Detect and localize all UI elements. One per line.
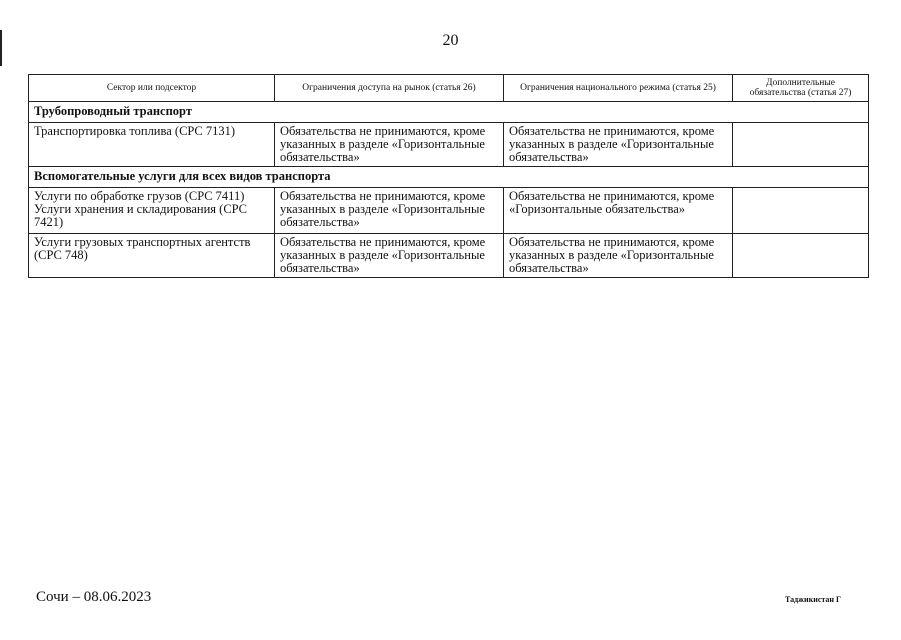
national-treatment-cell: Обязательства не принимаются, кроме указанных в разделе «Горизонтальные обязательства» — [504, 123, 733, 167]
footer-place-date: Сочи – 08.06.2023 — [36, 589, 152, 605]
additional-cell — [733, 123, 869, 167]
sector-cell — [29, 123, 275, 167]
section-row — [29, 167, 869, 188]
sector-cell — [29, 188, 275, 234]
national-treatment-cell: Обязательства не принимаются, кроме указанных в разделе «Горизонтальные обязательства» — [504, 234, 733, 278]
table-row — [29, 234, 869, 278]
header-sector: Сектор или подсектор — [29, 75, 275, 102]
section-row — [29, 102, 869, 123]
sector-line: Услуги хранения и складирования (CPC 7421) — [34, 202, 247, 229]
table-header-row — [29, 75, 869, 102]
table-row — [29, 188, 869, 234]
sector-cell — [29, 234, 275, 278]
sector-line: Услуги по обработке грузов (CPC 7411) — [34, 189, 245, 203]
commitments-table — [28, 74, 869, 278]
footer-country: Таджикистан Г — [785, 595, 842, 604]
market-access-cell: Обязательства не принимаются, кроме указанных в разделе «Горизонтальные обязательства» — [275, 188, 504, 234]
section-title: Трубопроводный транспорт — [29, 102, 869, 123]
page-number: 20 — [442, 32, 459, 49]
header-additional: Дополнительные обязательства (статья 27) — [733, 75, 869, 102]
additional-cell — [733, 188, 869, 234]
sector-line: Транспортировка топлива (CPC 7131) — [34, 124, 235, 138]
header-national-treatment: Ограничения национального режима (статья 25) — [504, 75, 733, 102]
table-row — [29, 123, 869, 167]
national-treatment-cell: Обязательства не принимаются, кроме «Горизонтальные обязательства» — [504, 188, 733, 234]
section-title: Вспомогательные услуги для всех видов транспорта — [29, 167, 869, 188]
header-market-access: Ограничения доступа на рынок (статья 26) — [275, 75, 504, 102]
additional-cell — [733, 234, 869, 278]
market-access-cell: Обязательства не принимаются, кроме указанных в разделе «Горизонтальные обязательства» — [275, 123, 504, 167]
sector-line: Услуги грузовых транспортных агентств (CPC 748) — [34, 235, 251, 262]
market-access-cell: Обязательства не принимаются, кроме указанных в разделе «Горизонтальные обязательства» — [275, 234, 504, 278]
